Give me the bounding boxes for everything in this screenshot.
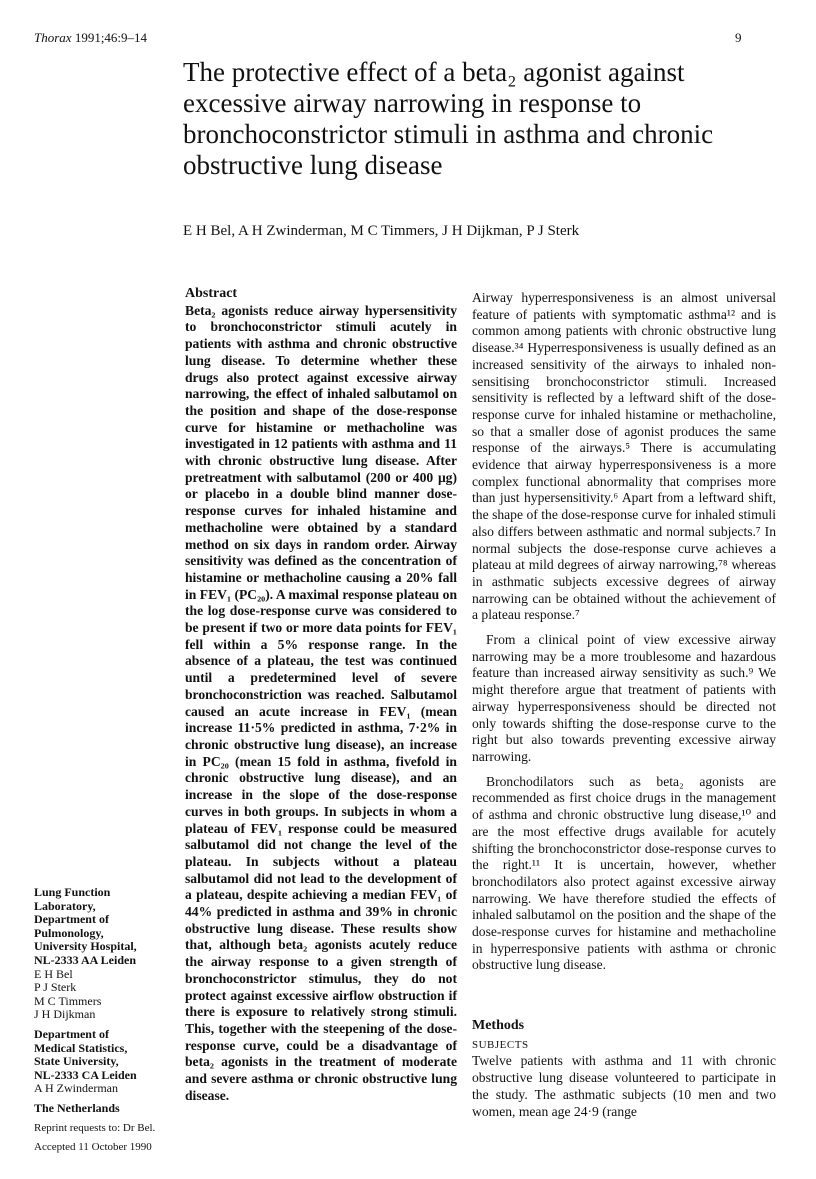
aff-person: M C Timmers [34, 993, 102, 1008]
journal-citation [34, 30, 147, 46]
aff-line: University Hospital, [34, 939, 137, 954]
country: The Netherlands [34, 1100, 120, 1115]
aff-line: Medical Statistics, [34, 1040, 128, 1055]
aff-line: Department of [34, 1026, 109, 1041]
article-title: The protective effect of a beta₂ agonist against excessive airway narrowing in response to bronchoconstrictor stimuli in asthma and chronic obstructive lung disease [183, 57, 714, 180]
citation: 1991;46:9–14 [74, 30, 148, 45]
page-number: 9 [735, 30, 742, 45]
aff1-people [34, 968, 182, 1022]
aff-person: E H Bel [34, 966, 73, 981]
aff-line: NL-2333 CA Leiden [34, 1067, 137, 1082]
aff-line: State University, [34, 1054, 119, 1069]
intro-paragraph-1: Airway hyperresponsiveness is an almost universal feature of patients with symptomatic asthma¹² and is common among patients with chronic obstructive lung disease.³⁴ Hyperresponsiveness is usually defined as an increased sensitivity of the airways to inhaled non-sensitising bronchoconstrictor stimuli. Increased sensitivity is reflected by a leftward shift of the dose-response curve for inhaled histamine or methacholine, so that a smaller dose of agonist produces the same response of the airways.⁵ There is accumulating evidence that airway hyperresponsiveness is a more complex functional abnormality that comprises more than just hypersensitivity.⁶ Apart from a leftward shift, the shape of the dose-response curve for inhaled stimuli also differs between asthmatic and normal subjects.⁷ In normal subjects the dose-response curve achieves a plateau at mild degrees of airway narrowing,⁷⁸ whereas in asthmatic subjects excessive degrees of airway narrowing can be obtained without the achievement of a plateau response.⁷ [472, 290, 776, 623]
aff-line: Lung Function [34, 885, 111, 899]
aff-line: Pulmonology, [34, 925, 104, 940]
abstract-heading: Abstract [185, 286, 238, 301]
abstract-text: Beta₂ agonists reduce airway hypersensitivity to bronchoconstrictor stimuli acutely in patients with asthma and chronic obstructive lung disease. To determine whether these drugs also protect against excessive airway narrowing, the effect of inhaled salbutamol on the position and shape of the dose-response curve for histamine or methacholine was investigated in 12 patients with asthma and 11 with chronic obstructive lung disease. After pretreatment with salbutamol (200 or 400 μg) or placebo in a double blind manner dose-response curves for inhaled histamine and methacholine were obtained by a standard method on six days in random order. Airway sensitivity was defined as the concentration of histamine or methacholine causing a 20% fall in FEV₁ (PC₂₀). A maximal response plateau on the log dose-response curve was considered to be present if two or more data points for FEV₁ fell within a 5% response range. In the absence of a plateau, the test was continued until a predetermined level of severe bronchoconstriction was reached. Salbutamol caused an acute increase in FEV₁ (mean increase 11·5% predicted in asthma, 7·2% in chronic obstructive lung disease), an increase in PC₂₀ (mean 15 fold in asthma, fivefold in chronic obstructive lung disease), and an increase in the slope of the dose-response curves in both groups. In subjects in whom a plateau of FEV₁ response could be measured salbutamol did not change the level of the plateau. In subjects without a plateau salbutamol did not lead to the development of a plateau, despite achieving a median FEV₁ of 44% predicted in asthma and 39% in chronic obstructive lung disease. These results show that, although beta₂ agonists acutely reduce the airway response to a given strength of bronchoconstrictor stimulus, they do not protect against excessive airflow obstruction if there is exposure to relatively strong stimuli. This, together with the steepening of the dose-response curve, could be a disadvantage of beta₂ agonists in the treatment of moderate and severe asthma or chronic obstructive lung disease. [185, 302, 457, 1103]
aff-line: Department of [34, 912, 109, 927]
aff-line: Laboratory, [34, 898, 96, 913]
accepted-date: Accepted 11 October 1990 [34, 1141, 152, 1154]
journal-name: Thorax [34, 30, 72, 45]
abstract [185, 286, 457, 1104]
aff1-address [34, 886, 182, 968]
reprint-requests: Reprint requests to: Dr Bel. [34, 1121, 156, 1134]
aff-person: J H Dijkman [34, 1007, 96, 1022]
intro-paragraph-2: From a clinical point of view excessive airway narrowing may be a more troublesome and hazardous feature than increased airway sensitivity as such.⁹ We might therefore argue that treatment of patients with airway hyperresponsiveness should be directed not only towards shifting the dose-response curve to the right but also towards preventing excessive airway narrowing. [472, 632, 776, 764]
aff2-address [34, 1028, 182, 1082]
introduction [472, 290, 776, 982]
aff2-people [34, 1082, 182, 1096]
methods-text: Twelve patients with asthma and 11 with chronic obstructive lung disease volunteered to participate in the study. The asthmatic subjects (10 men and two women, mean age 24·9 (range [472, 1053, 776, 1119]
affiliation-sidebar [34, 886, 182, 1155]
intro-paragraph-3: Bronchodilators such as beta₂ agonists are recommended as first choice drugs in the management of asthma and chronic obstructive lung disease,¹⁰ and are the most effective drugs available for acutely shifting the bronchoconstrictor dose-response curves to the right.¹¹ It is uncertain, however, whether bronchodilators also protect against excessive airway narrowing. We have therefore studied the effects of inhaled salbutamol on the position and the shape of the dose-response curves for histamine and methacholine in hyperresponsive patients with asthma or chronic obstructive lung disease. [472, 773, 776, 973]
aff-person: A H Zwinderman [34, 1081, 118, 1096]
subjects-subheading: SUBJECTS [472, 1038, 529, 1051]
aff-line: NL-2333 AA Leiden [34, 952, 137, 967]
author-list: E H Bel, A H Zwinderman, M C Timmers, J H Dijkman, P J Sterk [183, 223, 580, 239]
methods-heading: Methods [472, 1018, 525, 1033]
aff-person: P J Sterk [34, 980, 77, 995]
methods-section [472, 1018, 776, 1120]
